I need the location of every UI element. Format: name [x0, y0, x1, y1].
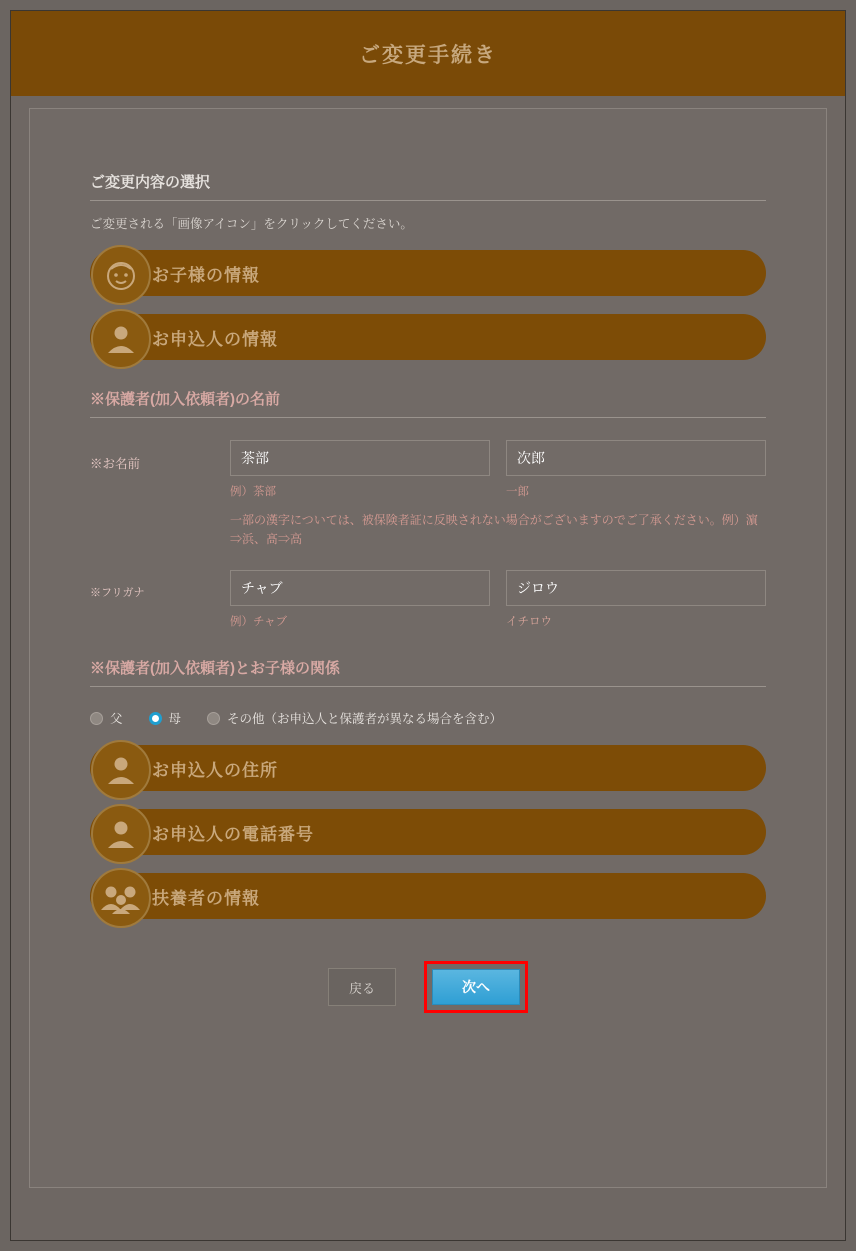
first-kana-input[interactable] [506, 570, 766, 606]
kana-inputs-line [230, 570, 766, 629]
back-button[interactable]: 戻る [328, 968, 396, 1006]
form-card [29, 108, 827, 1188]
radio-dot-selected-icon [149, 712, 162, 725]
section-heading-guardian-name: ※保護者(加入依頼者)の名前 [90, 388, 766, 418]
field-row-name [90, 440, 766, 548]
radio-label: 父 [110, 712, 123, 727]
page-title: ご変更手続き [359, 43, 497, 67]
pill-button-applicant-info[interactable] [90, 314, 766, 360]
pill-button-label: お申込人の情報 [152, 329, 278, 349]
field-label-kana: ※フリガナ [90, 587, 145, 600]
first-name-input[interactable] [506, 440, 766, 476]
family-icon [91, 868, 151, 928]
application-window [10, 10, 846, 1241]
window-titlebar [11, 11, 845, 96]
baby-face-icon [91, 245, 151, 305]
last-name-input[interactable] [230, 440, 490, 476]
radio-option-mother[interactable] [149, 709, 182, 727]
content-wrapper [11, 96, 845, 1208]
person-icon [91, 309, 151, 369]
kana-inputs-column [230, 570, 766, 629]
radio-label: 母 [168, 712, 182, 727]
first-name-hint: 一郎 [506, 486, 529, 498]
radio-option-father[interactable] [90, 709, 123, 727]
radio-label: その他（お申込人と保護者が異なる場合を含む） [227, 712, 503, 727]
section-heading-change-select: ご変更内容の選択 [90, 171, 766, 201]
last-name-cell [230, 440, 490, 499]
pill-button-label: お子様の情報 [152, 265, 260, 285]
name-inputs-line [230, 440, 766, 499]
last-kana-input[interactable] [230, 570, 490, 606]
last-kana-cell [230, 570, 490, 629]
first-name-cell [506, 440, 766, 499]
pill-button-dependent-info[interactable] [90, 873, 766, 919]
kanji-warning-text: 一部の漢字については、被保険者証に反映されない場合がございますのでご了承ください。例）濵⇒浜、髙⇒高 [230, 513, 758, 546]
next-button-highlight [424, 961, 528, 1013]
person-icon [91, 740, 151, 800]
pill-button-child-info[interactable] [90, 250, 766, 296]
field-label-name: ※お名前 [90, 457, 141, 471]
pill-button-label: お申込人の住所 [152, 760, 278, 780]
section-heading-relationship: ※保護者(加入依頼者)とお子様の関係 [90, 657, 766, 687]
pill-button-label: 扶養者の情報 [152, 888, 260, 908]
pill-button-applicant-phone[interactable] [90, 809, 766, 855]
pill-button-label: お申込人の電話番号 [152, 824, 314, 844]
radio-dot-icon [207, 712, 220, 725]
relationship-radio-group [90, 709, 766, 727]
first-kana-cell [506, 570, 766, 629]
name-inputs-column [230, 440, 766, 548]
radio-dot-icon [90, 712, 103, 725]
last-kana-hint: 例）チャブ [230, 616, 288, 629]
next-button[interactable]: 次へ [432, 969, 520, 1005]
change-select-note: ご変更される「画像アイコン」をクリックしてください。 [90, 217, 413, 231]
first-kana-hint: イチロウ [506, 616, 552, 629]
pill-button-applicant-address[interactable] [90, 745, 766, 791]
radio-option-other[interactable] [207, 709, 502, 727]
footer-buttons [90, 961, 766, 1023]
person-icon [91, 804, 151, 864]
last-name-hint: 例）茶部 [230, 486, 276, 498]
field-row-kana [90, 570, 766, 629]
